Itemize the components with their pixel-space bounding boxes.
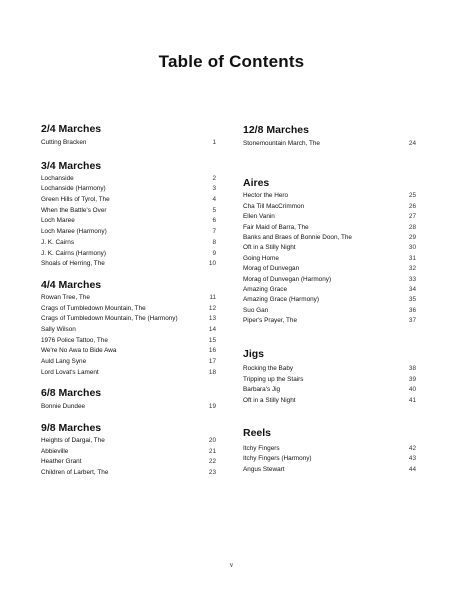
- section-title: 3/4 Marches: [41, 159, 102, 172]
- entry-page-number: 15: [208, 336, 216, 344]
- entry-title: Piper's Prayer, The: [243, 317, 298, 325]
- entry-page-number: 7: [212, 228, 216, 236]
- entry-title: Tripping up the Stairs: [243, 375, 304, 383]
- toc-entry[interactable]: [41, 402, 216, 413]
- entry-page-number: 2: [212, 174, 216, 182]
- entry-title: Bonnie Dundee: [41, 403, 86, 411]
- entry-page-number: 1: [212, 139, 216, 146]
- entry-page-number: 21: [208, 447, 216, 455]
- entry-page-number: 41: [408, 396, 416, 404]
- entry-title: Cha Till MacCrimmon: [243, 202, 305, 210]
- entry-title: Rocking the Baby: [243, 365, 294, 373]
- toc-entry[interactable]: [243, 191, 416, 201]
- entry-page-number: 8: [212, 238, 216, 246]
- toc-left-column: [41, 123, 216, 479]
- section-title: 12/8 Marches: [243, 124, 309, 136]
- toc-entry[interactable]: [243, 396, 416, 406]
- toc-entry[interactable]: [41, 259, 216, 270]
- toc-entry[interactable]: [41, 206, 216, 217]
- toc-right-column: [243, 124, 416, 475]
- entry-page-number: 29: [408, 233, 416, 241]
- entry-page-number: 4: [212, 196, 216, 204]
- toc-entry[interactable]: [243, 454, 416, 464]
- entry-title: Crags of Tumbledown Mountain, The (Harmony): [41, 315, 178, 323]
- entry-title: Angus Stewart: [243, 465, 285, 473]
- entry-page-number: 44: [408, 465, 416, 473]
- entry-page-number: 36: [408, 306, 416, 314]
- toc-entry[interactable]: [41, 293, 216, 304]
- entry-page-number: 28: [408, 223, 416, 231]
- entry-page-number: 30: [408, 244, 416, 252]
- toc-entry[interactable]: [243, 202, 416, 212]
- toc-entry[interactable]: [41, 468, 216, 479]
- toc-section: [41, 387, 216, 413]
- entry-page-number: 10: [208, 260, 216, 268]
- toc-entry[interactable]: [243, 243, 416, 253]
- entry-title: Loch Maree: [41, 217, 75, 225]
- entry-page-number: 26: [408, 202, 416, 210]
- toc-entry[interactable]: [41, 238, 216, 249]
- entry-title: Auld Lang Syne: [41, 358, 87, 365]
- section-title: 6/8 Marches: [41, 387, 102, 400]
- entry-title: When the Battle's Over: [41, 206, 107, 214]
- entry-title: Itchy Fingers: [243, 445, 280, 453]
- entry-page-number: 6: [212, 217, 216, 225]
- toc-entry[interactable]: [41, 184, 216, 195]
- entry-page-number: 39: [408, 375, 416, 383]
- entry-title: Amazing Grace (Harmony): [243, 296, 319, 304]
- toc-entry[interactable]: [41, 314, 216, 325]
- entry-page-number: 38: [408, 365, 416, 373]
- toc-entry[interactable]: [243, 264, 416, 274]
- entry-title: Rowan Tree, The: [41, 293, 90, 301]
- toc-section: [41, 123, 216, 149]
- entry-title: Stonemountain March, The: [243, 140, 320, 147]
- entry-title: Barbara's Jig: [243, 386, 281, 394]
- toc-entry[interactable]: [41, 227, 216, 238]
- entry-title: Lochanside: [41, 174, 74, 182]
- toc-entry[interactable]: [243, 285, 416, 295]
- entry-title: Shoals of Herring, The: [41, 260, 105, 268]
- toc-section: [243, 124, 416, 149]
- entry-page-number: 32: [408, 265, 416, 273]
- section-title: Jigs: [243, 348, 265, 361]
- toc-entry[interactable]: [41, 249, 216, 260]
- entry-page-number: 24: [408, 140, 416, 147]
- toc-entry[interactable]: [243, 316, 416, 326]
- toc-entry[interactable]: [41, 304, 216, 315]
- entry-title: Heights of Dargai, The: [41, 437, 105, 445]
- toc-entry[interactable]: [243, 465, 416, 475]
- entry-title: J. K. Cairns (Harmony): [41, 249, 106, 257]
- entry-title: Loch Maree (Harmony): [41, 228, 107, 236]
- entry-title: Oft in a Stilly Night: [243, 396, 296, 404]
- entry-page-number: 18: [208, 368, 216, 376]
- toc-entry[interactable]: [243, 275, 416, 285]
- entry-page-number: 19: [208, 403, 216, 411]
- toc-section: [41, 422, 216, 479]
- page-title: Table of Contents: [158, 52, 305, 71]
- entry-title: Amazing Grace: [243, 285, 288, 293]
- entry-page-number: 14: [208, 325, 216, 333]
- entry-title: Heather Grant: [41, 458, 82, 466]
- toc-entry[interactable]: [41, 336, 216, 347]
- toc-entry[interactable]: [243, 295, 416, 305]
- section-title: 2/4 Marches: [41, 123, 102, 135]
- toc-entry[interactable]: [243, 139, 416, 149]
- entry-page-number: 40: [408, 386, 416, 394]
- section-title: 9/8 Marches: [41, 422, 102, 435]
- toc-entry[interactable]: [41, 138, 216, 149]
- toc-entry[interactable]: [243, 254, 416, 264]
- toc-section: [243, 348, 416, 406]
- entry-page-number: 34: [408, 285, 416, 293]
- toc-entry[interactable]: [41, 346, 216, 357]
- entry-title: Morag of Dunvegan (Harmony): [243, 275, 332, 283]
- entry-page-number: 5: [212, 206, 216, 214]
- entry-page-number: 25: [408, 192, 416, 200]
- entry-title: Itchy Fingers (Harmony): [243, 455, 312, 463]
- toc-entry[interactable]: [243, 385, 416, 395]
- section-title: Reels: [243, 427, 272, 440]
- entry-title: Fair Maid of Barra, The: [243, 223, 309, 231]
- entry-title: Ellen Vanin: [243, 213, 275, 221]
- toc-entry[interactable]: [41, 368, 216, 379]
- entry-page-number: 17: [208, 358, 216, 365]
- entry-page-number: 35: [408, 296, 416, 304]
- entry-page-number: 37: [408, 317, 416, 325]
- entry-title: J. K. Cairns: [41, 238, 75, 246]
- toc-entry[interactable]: [41, 174, 216, 185]
- entry-page-number: 33: [408, 275, 416, 283]
- toc-entry[interactable]: [243, 233, 416, 243]
- entry-title: Morag of Dunvegan: [243, 265, 300, 273]
- entry-page-number: 13: [208, 315, 216, 323]
- entry-title: Lord Lovat's Lament: [41, 368, 99, 376]
- toc-section: [41, 279, 216, 379]
- toc-entry[interactable]: [41, 216, 216, 227]
- entry-title: We're No Awa to Bide Awa: [41, 347, 117, 355]
- section-title: Aires: [243, 177, 270, 190]
- entry-page-number: 27: [408, 213, 416, 221]
- toc-entry[interactable]: [41, 325, 216, 336]
- toc-section: [41, 160, 216, 270]
- toc-entry[interactable]: [41, 436, 216, 447]
- entry-title: Crags of Tumbledown Mountain, The: [41, 304, 146, 312]
- toc-entry[interactable]: [243, 212, 416, 222]
- entry-title: Abbieville: [41, 447, 69, 455]
- toc-entry[interactable]: [41, 447, 216, 458]
- toc-entry[interactable]: [243, 223, 416, 233]
- entry-title: Lochanside (Harmony): [41, 185, 106, 193]
- page-number: v: [229, 561, 234, 569]
- toc-entry[interactable]: [41, 195, 216, 206]
- entry-page-number: 12: [208, 304, 216, 312]
- entry-title: Sally Wilson: [41, 325, 76, 333]
- toc-entry[interactable]: [243, 375, 416, 385]
- toc-section: [243, 177, 416, 326]
- toc-section: [243, 427, 416, 475]
- entry-title: Hector the Hero: [243, 192, 289, 200]
- toc-entry[interactable]: [243, 364, 416, 374]
- entry-page-number: 31: [408, 254, 416, 262]
- entry-page-number: 11: [209, 293, 216, 301]
- toc-entry[interactable]: [243, 444, 416, 454]
- entry-title: Cutting Bracken: [41, 139, 87, 146]
- entry-title: Suo Gan: [243, 306, 269, 314]
- entry-page-number: 9: [212, 249, 216, 257]
- entry-title: Children of Larbert, The: [41, 469, 109, 477]
- entry-title: 1976 Police Tattoo, The: [41, 336, 108, 344]
- entry-page-number: 20: [208, 437, 216, 445]
- entry-page-number: 16: [208, 347, 216, 355]
- toc-entry[interactable]: [41, 357, 216, 368]
- entry-page-number: 3: [212, 185, 216, 193]
- entry-title: Banks and Braes of Bonnie Doon, The: [243, 233, 352, 241]
- toc-entry[interactable]: [243, 306, 416, 316]
- entry-title: Oft in a Stilly Night: [243, 244, 296, 252]
- entry-title: Going Home: [243, 254, 279, 262]
- toc-entry[interactable]: [41, 457, 216, 468]
- entry-page-number: 42: [408, 445, 416, 453]
- section-title: 4/4 Marches: [41, 278, 102, 291]
- entry-page-number: 23: [208, 469, 216, 477]
- entry-title: Green Hills of Tyrol, The: [41, 196, 110, 204]
- entry-page-number: 22: [208, 458, 216, 466]
- entry-page-number: 43: [408, 455, 416, 463]
